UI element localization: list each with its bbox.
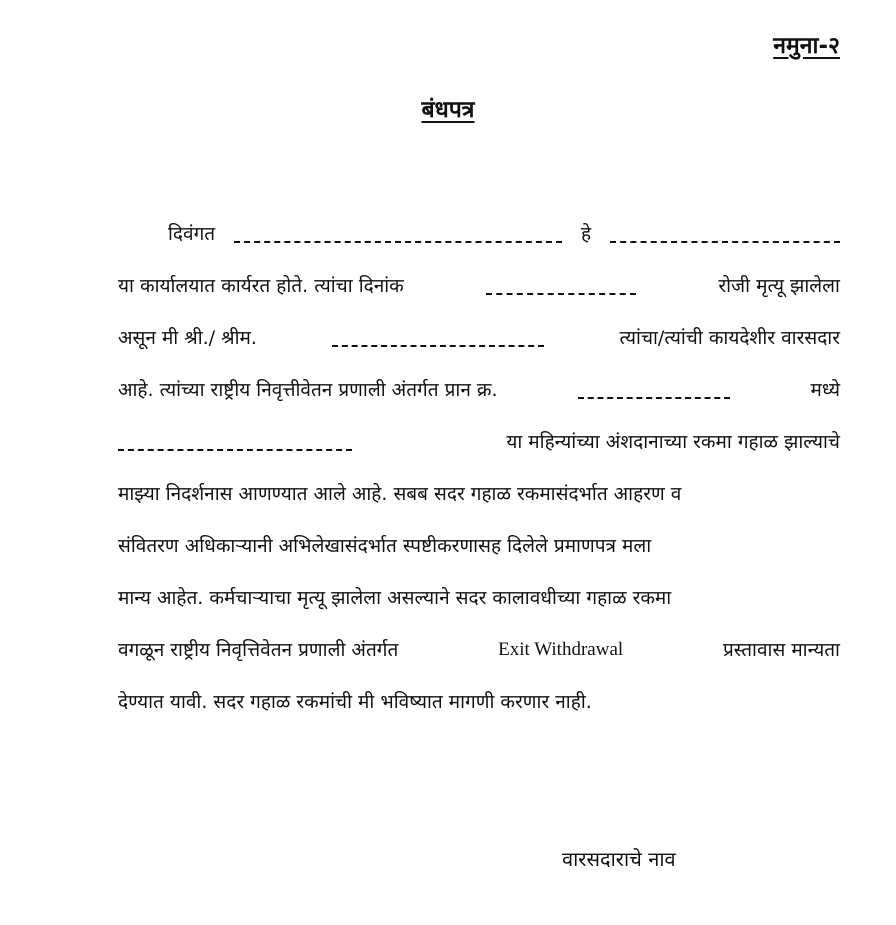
text-l9a: वगळून राष्ट्रीय निवृत्तिवेतन प्रणाली अंतर्गत <box>118 639 399 661</box>
designation-blank[interactable] <box>610 241 840 243</box>
line-2 <box>118 260 840 312</box>
text-l4b: मध्ये <box>810 379 840 401</box>
line-6 <box>118 468 840 520</box>
text-l5a: या महिन्यांच्या अंशदानाच्या रकमा गहाळ झाल्याचे <box>506 431 840 453</box>
text-he: हे <box>580 223 592 245</box>
line-10 <box>118 676 840 728</box>
text-l7: संवितरण अधिकाऱ्यानी अभिलेखासंदर्भात स्पष्टीकरणासह दिलेले प्रमाणपत्र मला <box>118 535 652 557</box>
form-number: नमुना-२ <box>773 33 840 59</box>
deceased-name-blank[interactable] <box>234 241 562 243</box>
heir-name-signature-label: वारसदाराचे नाव <box>562 847 676 871</box>
pran-number-blank[interactable] <box>578 397 730 399</box>
line-1 <box>118 208 840 260</box>
text-l3a: असून मी श्री./ श्रीम. <box>118 327 257 349</box>
line-8 <box>118 572 840 624</box>
document-title: बंधपत्र <box>421 97 475 123</box>
line-9 <box>118 624 840 676</box>
text-l2a: या कार्यालयात कार्यरत होते. त्यांचा दिनांक <box>118 275 404 297</box>
line-5 <box>118 416 840 468</box>
date-blank[interactable] <box>486 293 636 295</box>
text-l2b: रोजी मृत्यू झालेला <box>718 275 840 297</box>
line-4 <box>118 364 840 416</box>
months-blank[interactable] <box>118 449 352 451</box>
text-l10: देण्यात यावी. सदर गहाळ रकमांची मी भविष्यात मागणी करणार नाही. <box>118 691 592 713</box>
text-l6: माझ्या निदर्शनास आणण्यात आले आहे. सबब सदर गहाळ रकमासंदर्भात आहरण व <box>118 483 682 505</box>
text-l4a: आहे. त्यांच्या राष्ट्रीय निवृत्तीवेतन प्रणाली अंतर्गत प्रान क्र. <box>118 379 498 401</box>
declaration-body <box>118 208 840 728</box>
text-l9b: प्रस्तावास मान्यता <box>723 639 840 661</box>
text-l8: मान्य आहेत. कर्मचाऱ्याचा मृत्यू झालेला असल्याने सदर कालावधीच्या गहाळ रकमा <box>118 587 672 609</box>
line-3 <box>118 312 840 364</box>
heir-name-blank[interactable] <box>332 345 544 347</box>
deceased-label: दिवंगत <box>168 223 216 245</box>
line-7 <box>118 520 840 572</box>
exit-withdrawal-term: Exit Withdrawal <box>498 639 624 660</box>
text-l3b: त्यांचा/त्यांची कायदेशीर वारसदार <box>619 327 840 349</box>
